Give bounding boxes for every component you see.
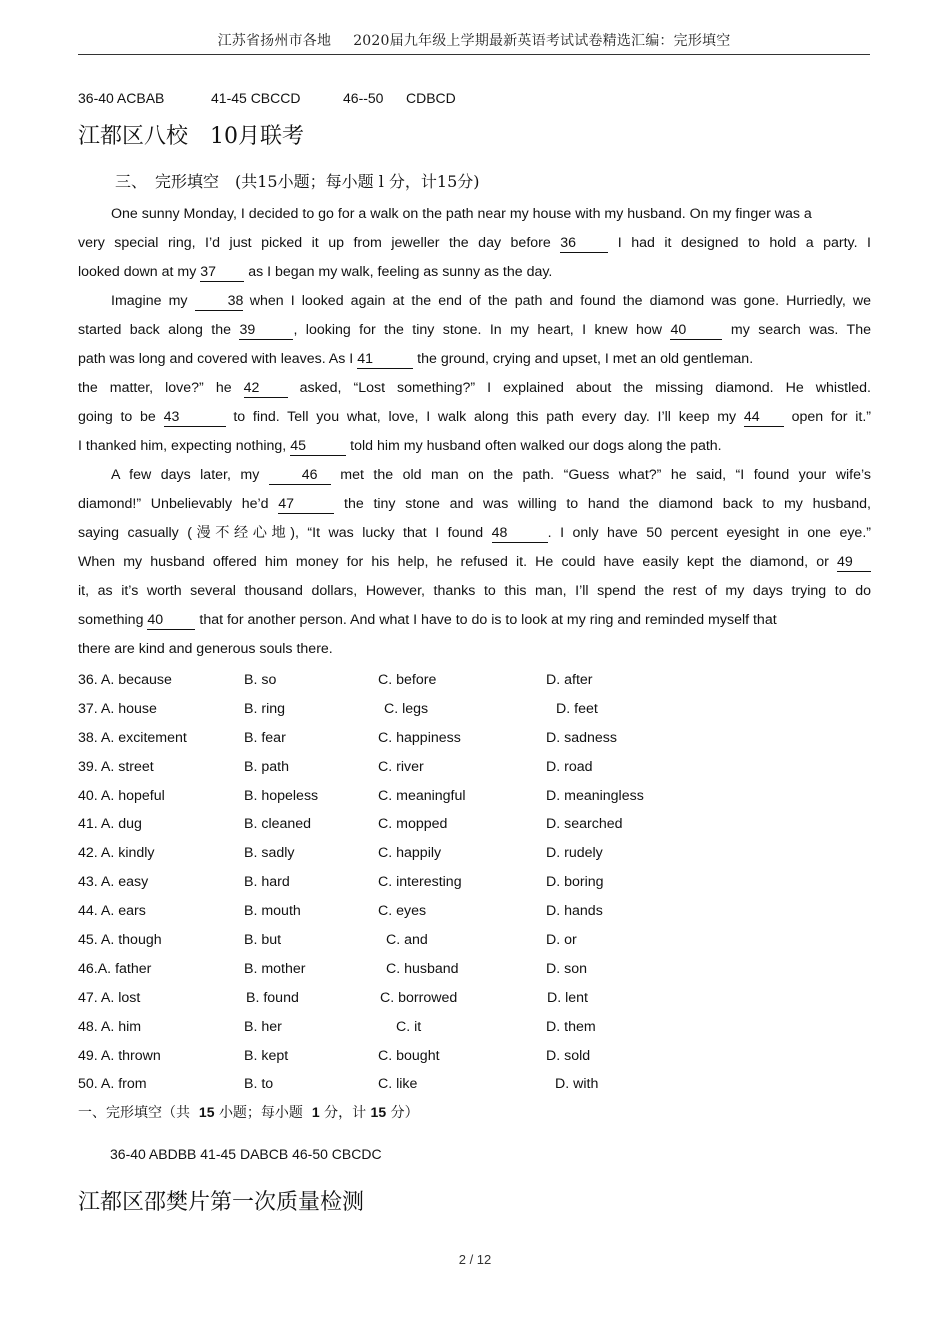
blank-41: 41 <box>357 350 413 369</box>
section-instruction: 三、 完形填空 (共15小题；每小题 l 分，计15分) <box>115 172 480 191</box>
passage-line: I thanked him, expecting nothing, 45 told him my husband often walked our dogs along the path. <box>78 438 722 454</box>
blank-36: 36 <box>560 234 608 253</box>
passage-line: A few days later, my 46 met the old man on the path. “Guess what?” he said, “I found your wife’s <box>111 467 871 483</box>
blank-47: 47 <box>278 495 334 514</box>
page-header <box>78 30 870 55</box>
blank-40: 40 <box>670 321 722 340</box>
blank-37: 37 <box>200 263 244 282</box>
answer-group: 46--50 <box>343 90 384 106</box>
section-title: 江都区邵樊片第一次质量检测 <box>78 1190 365 1215</box>
section-title: 江都区八校 10月联考 <box>78 124 304 149</box>
passage-line: going to be 43 to find. Tell you what, love, I walk along this path every day. I’ll keep my 44 open for it.” <box>78 409 871 425</box>
blank-50: 40 <box>147 611 195 630</box>
passage-line: path was long and covered with leaves. As I 41 the ground, crying and upset, I met an old gentleman. <box>78 351 754 367</box>
header-region: 江苏省扬州市各地 <box>217 33 332 49</box>
blank-42: 42 <box>244 379 288 398</box>
passage-line: One sunny Monday, I decided to go for a walk on the path near my house with my husband. On my finger was a <box>111 206 812 222</box>
passage-line: Imagine my 38 when I looked again at the end of the path and found the diamond was gone. Hurriedly, we <box>111 293 872 309</box>
cloze-passage <box>78 200 871 664</box>
blank-39: 39 <box>239 321 293 340</box>
answer-group: 41-45 CBCCD <box>211 90 301 106</box>
passage-line: very special ring, I’d just picked it up from jeweller the day before 36 I had it designed to hold a party. I <box>78 235 871 251</box>
blank-38: 38 <box>195 292 243 311</box>
passage-line: there are kind and generous souls there. <box>78 641 333 657</box>
blank-46: 46 <box>269 466 331 485</box>
passage-line: started back along the 39 , looking for the tiny stone. In my heart, I knew how 40 my search was. The <box>78 322 871 338</box>
page-number: 2 / 12 <box>458 1252 492 1267</box>
passage-line: it, as it’s worth several thousand dollars, However, thanks to this man, I’ll spend the rest of my days trying to do <box>78 583 871 599</box>
passage-line: saying casually (漫不经心地), “It was lucky that I found 48 . I only have 50 percent eyesight in one eye.” <box>78 525 871 541</box>
passage-line: diamond!” Unbelievably he’d 47 the tiny stone and was willing to hand the diamond back to my husband, <box>78 496 871 512</box>
passage-line: the matter, love?” he 42 asked, “Lost something?” I explained about the missing diamond. He whistled. <box>78 380 871 396</box>
passage-line: something 40 that for another person. And what I have to do is to look at my ring and reminded myself that <box>78 612 777 628</box>
blank-45: 45 <box>290 437 346 456</box>
answer-group: 36-40 ACBAB <box>78 90 165 106</box>
blank-43: 43 <box>164 408 226 427</box>
passage-line: When my husband offered him money for his help, he refused it. He could have easily kept the diamond, or 49 <box>78 548 871 577</box>
passage-line: looked down at my 37 as I began my walk, feeling as sunny as the day. <box>78 264 553 280</box>
blank-48: 48 <box>492 524 548 543</box>
answer-key-bottom: 36-40 ABDBB 41-45 DABCB 46-50 CBCDC <box>110 1146 382 1162</box>
blank-44: 44 <box>744 408 784 427</box>
next-section-instruction: 一、完形填空（共 15 小题；每小题 1 分，计 15 分） <box>78 1104 419 1121</box>
header-title: 2020届九年级上学期最新英语考试试卷精选汇编：完形填空 <box>353 33 731 49</box>
answer-group: CDBCD <box>406 90 456 106</box>
blank-49: 49 <box>837 553 871 572</box>
